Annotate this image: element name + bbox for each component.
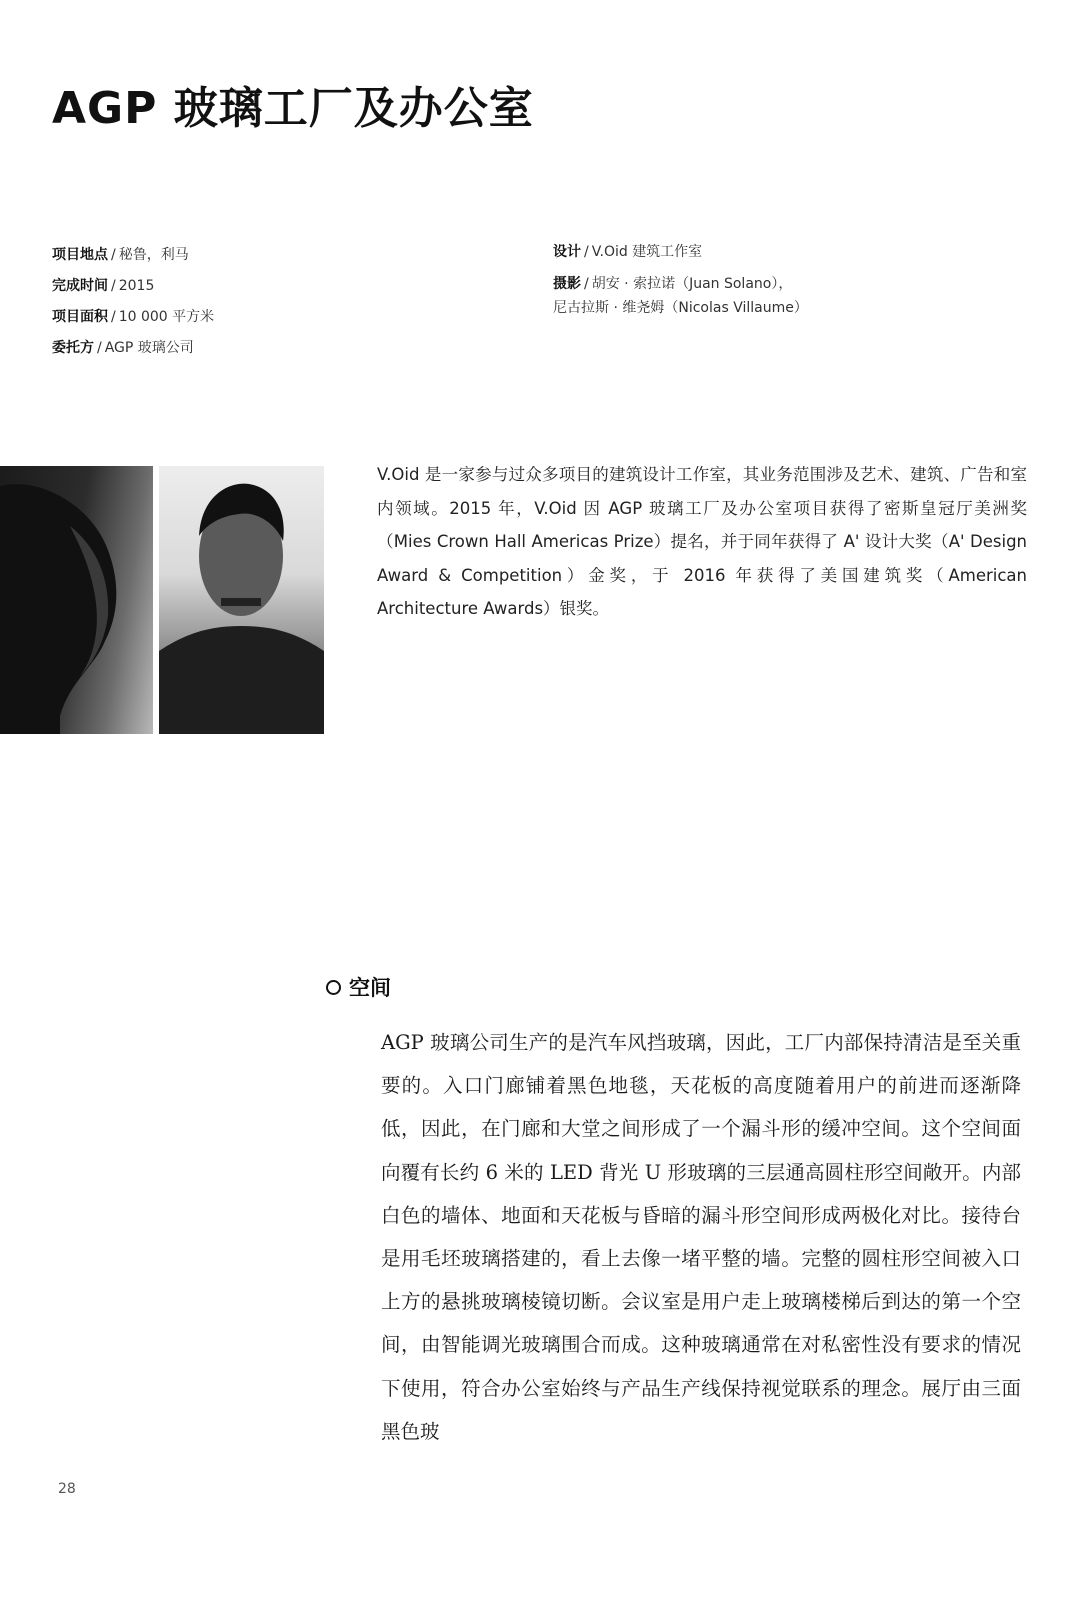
meta-value: 秘鲁，利马 <box>118 247 189 263</box>
circle-bullet-icon <box>326 980 341 995</box>
section-heading <box>326 972 391 1002</box>
project-info <box>52 240 214 364</box>
credits-info <box>553 240 808 320</box>
meta-label: 完成时间 <box>52 278 108 294</box>
portrait-photo-1 <box>0 466 153 734</box>
meta-location: 项目地点 / 秘鲁，利马 <box>52 247 189 263</box>
portrait-silhouette-2 <box>159 466 324 734</box>
section-body: AGP 玻璃公司生产的是汽车风挡玻璃，因此，工厂内部保持清洁是至关重要的。入口门廊铺着黑色地毯，天花板的高度随着用户的前进而逐渐降低，因此，在门廊和大堂之间形成了一个漏斗形的缓冲空间。这个空间面向覆有长约 6 米的 LED 背光 U 形玻璃的三层通高圆柱形空间敞开。内部白色的墙体、地面和天花板与昏暗的漏斗形空间形成两极化对比。接待台是用毛坯玻璃搭建的，看上去像一堵平整的墙。完整的圆柱形空间被入口上方的悬挑玻璃棱镜切断。会议室是用户走上玻璃楼梯后到达的第一个空间，由智能调光玻璃围合而成。这种玻璃通常在对私密性没有要求的情况下使用，符合办公室始终与产品生产线保持视觉联系的理念。展厅由三面黑色玻 <box>381 1031 1021 1443</box>
portrait-photo-2 <box>159 466 324 734</box>
meta-photography: 摄影 / 胡安 · 索拉诺（Juan Solano）， <box>553 276 793 292</box>
meta-completion: 完成时间 / 2015 <box>52 278 155 294</box>
meta-label: 设计 <box>553 244 581 260</box>
meta-design: 设计 / V.Oid 建筑工作室 <box>553 244 703 260</box>
meta-label: 委托方 <box>52 340 94 356</box>
meta-value: AGP 玻璃公司 <box>104 340 194 356</box>
page-title: AGP 玻璃工厂及办公室 <box>52 83 534 134</box>
meta-label: 项目地点 <box>52 247 108 263</box>
section-heading-text: 空间 <box>349 975 391 1000</box>
meta-client: 委托方 / AGP 玻璃公司 <box>52 340 194 356</box>
meta-area: 项目面积 / 10 000 平方米 <box>52 309 215 325</box>
meta-value: 2015 <box>118 278 155 294</box>
page-number: 28 <box>58 1481 76 1497</box>
studio-bio: V.Oid 是一家参与过众多项目的建筑设计工作室，其业务范围涉及艺术、建筑、广告和室内领域。2015 年，V.Oid 因 AGP 玻璃工厂及办公室项目获得了密斯皇冠厅美洲奖（Mies Crown Hall Americas Prize）提名，并于同年获得了 A' 设计大奖（A' Design Award & Competition）金奖，于 2016 年获得了美国建筑奖（American Architecture Awards）银奖。 <box>377 465 1027 618</box>
meta-photography-cont: 尼古拉斯 · 维尧姆（Nicolas Villaume） <box>553 300 808 316</box>
meta-label: 项目面积 <box>52 309 108 325</box>
meta-value: 胡安 · 索拉诺（Juan Solano）， <box>591 276 793 292</box>
meta-value: 10 000 平方米 <box>118 309 215 325</box>
portrait-silhouette-1 <box>0 466 153 734</box>
meta-value: V.Oid 建筑工作室 <box>591 244 703 260</box>
meta-label: 摄影 <box>553 276 581 292</box>
